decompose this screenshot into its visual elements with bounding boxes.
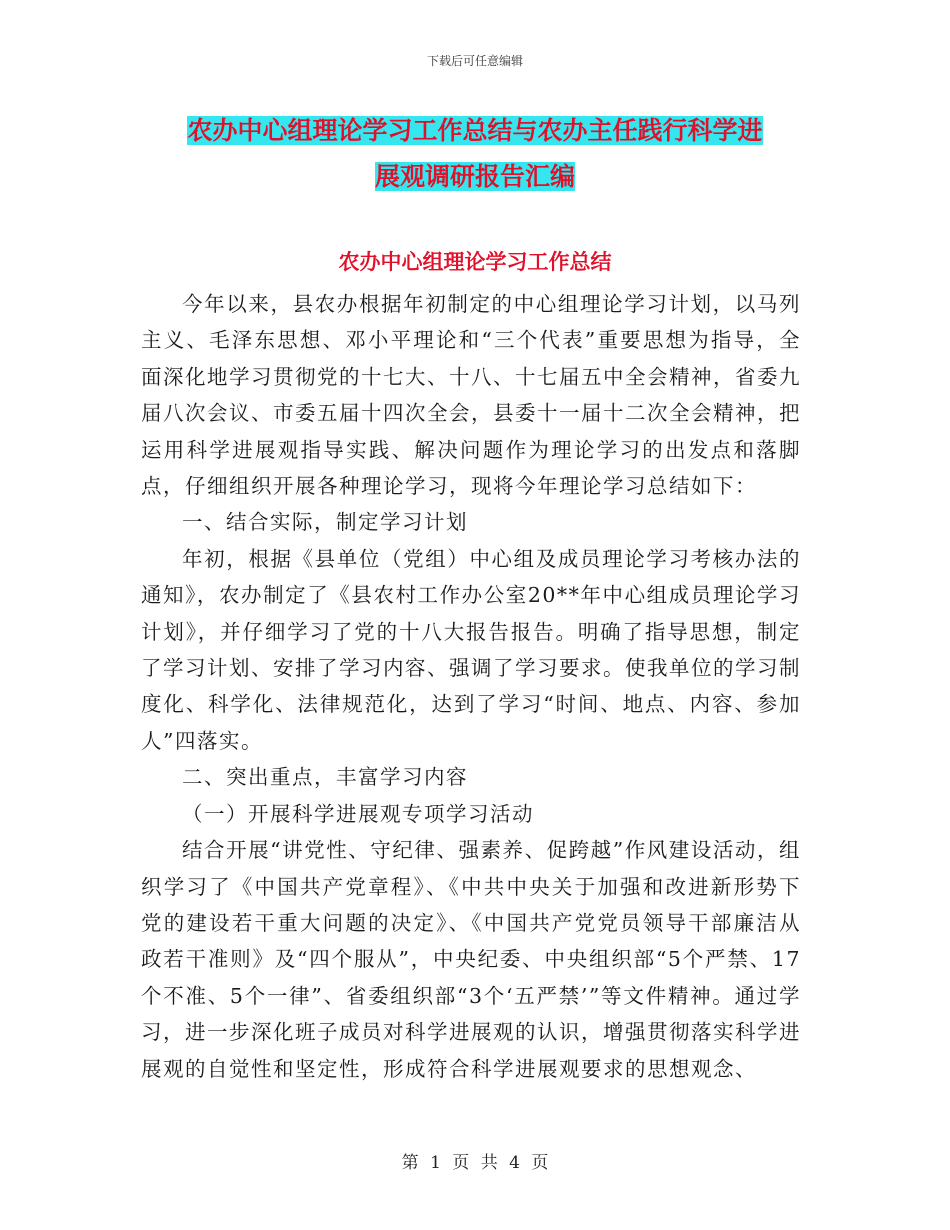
paragraph-plan: 年初，根据《县单位（党组）中心组及成员理论学习考核办法的通知》，农办制定了《县农村工作办公室20**年中心组成员理论学习计划》，并仔细学习了党的十八大报告报告。明确了指导思想，制定了学习计划、安排了学习内容、强调了学习要求。使我单位的学习制度化、科学化、法律规范化，达到了学习“时间、地点、内容、参加人”四落实。 xyxy=(141,546,801,753)
heading-2: 二、突出重点，丰富学习内容 xyxy=(182,765,468,790)
section-title: 农办中心组理论学习工作总结 xyxy=(338,250,612,274)
paragraph-activity: 结合开展“讲党性、守纪律、强素养、促跨越”作风建设活动，组织学习了《中国共产党章程》、《中共中央关于加强和改进新形势下党的建设若干重大问题的决定》、《中国共产党党员领导干部廉洁从政若干准则》及“四个服从”，中央纪委、中央组织部“5个严禁、17个不准、5个一律”、省委组织部“3个‘五严禁’”等文件精神。通过学习，进一步深化班子成员对科学进展观的认识，增强贯彻落实科学进展观的自觉性和坚定性，形成符合科学进展观要求的思想观念、 xyxy=(141,838,801,1081)
page-number: 第 1 页 共 4 页 xyxy=(401,1153,549,1173)
document-title-line-1: 农办中心组理论学习工作总结与农办主任践行科学进 xyxy=(187,116,763,145)
subheading-1: （一）开展科学进展观专项学习活动 xyxy=(182,801,534,826)
page-header-note: 下载后可任意编辑 xyxy=(426,54,523,68)
document-title-line-2: 展观调研报告汇编 xyxy=(374,162,575,191)
paragraph-intro: 今年以来，县农办根据年初制定的中心组理论学习计划，以马列主义、毛泽东思想、邓小平理论和“三个代表”重要思想为指导，全面深化地学习贯彻党的十七大、十八、十七届五中全会精神，省委九届八次会议、市委五届十四次全会，县委十一届十二次全会精神，把运用科学进展观指导实践、解决问题作为理论学习的出发点和落脚点，仔细组织开展各种理论学习，现将今年理论学习总结如下： xyxy=(141,292,801,499)
heading-1: 一、结合实际，制定学习计划 xyxy=(182,510,468,535)
body-text xyxy=(141,286,801,1087)
document-title xyxy=(140,108,810,200)
